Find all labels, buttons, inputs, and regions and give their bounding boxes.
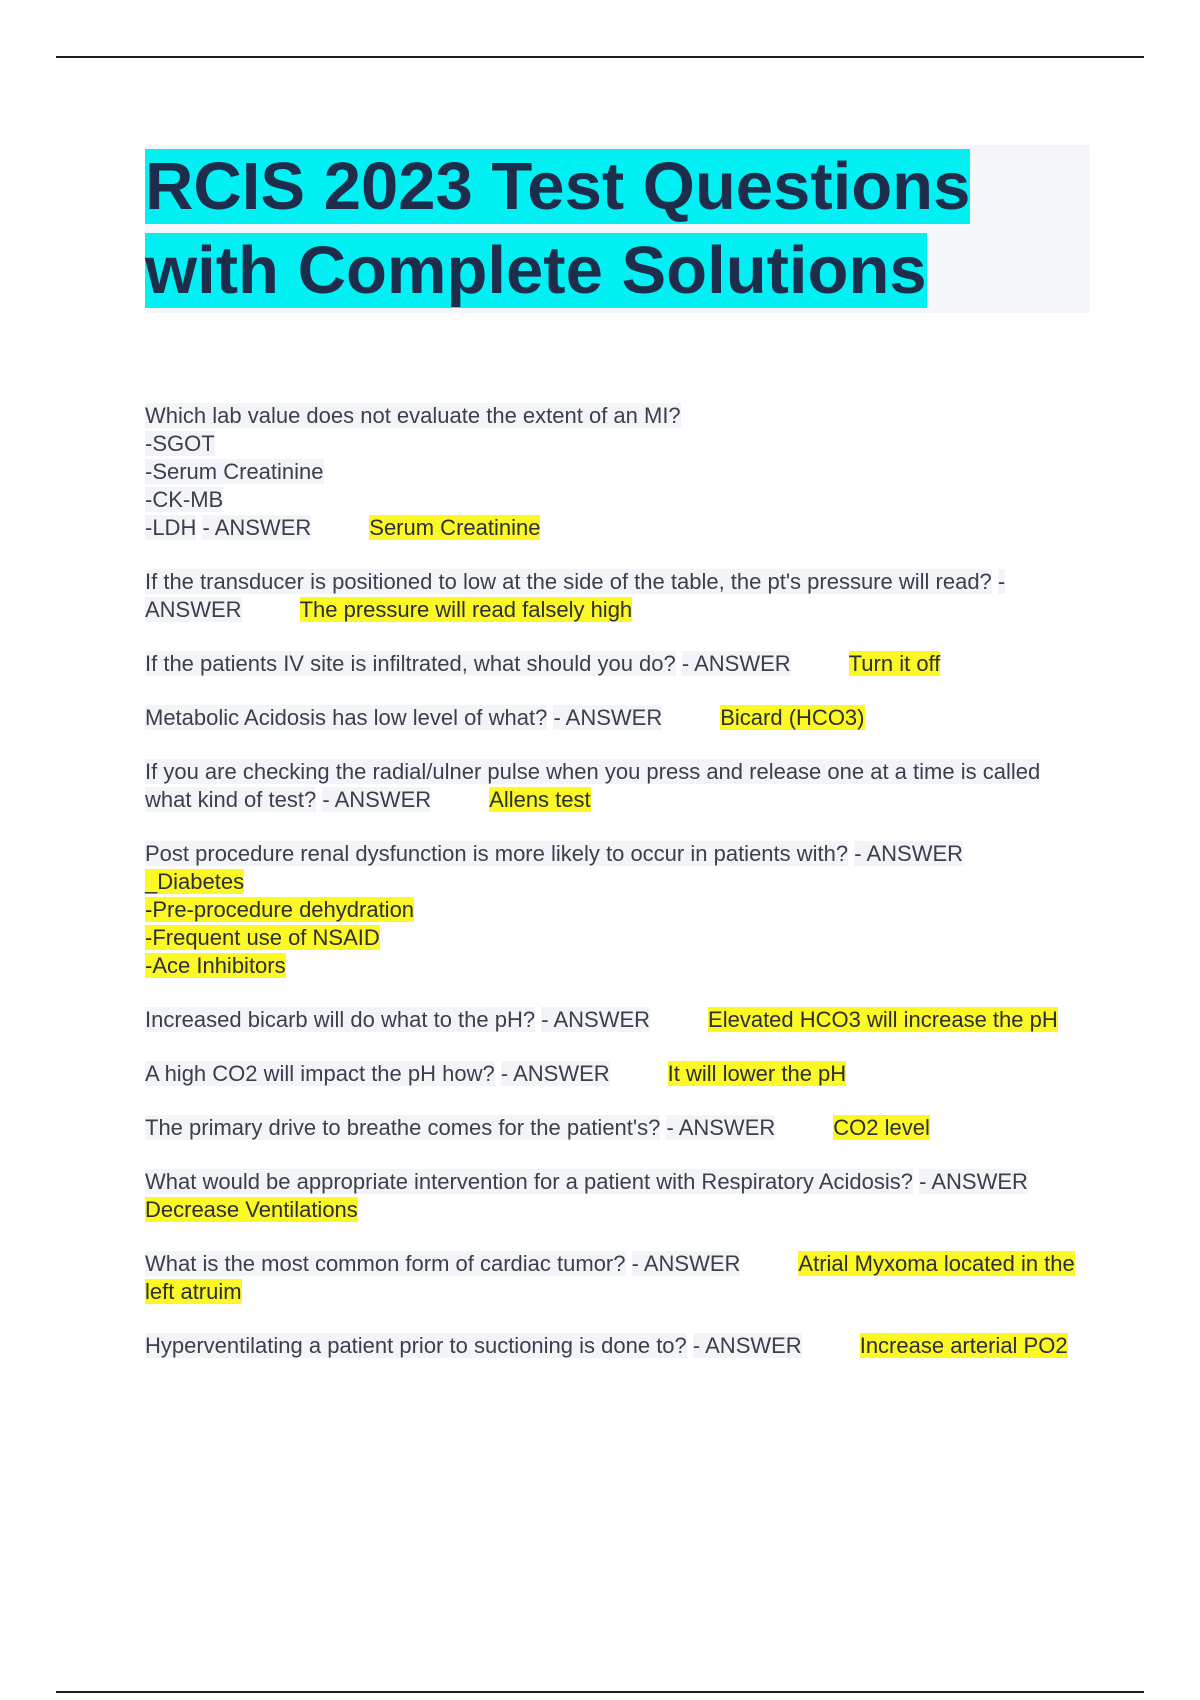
answer-label: - ANSWER [692, 1333, 802, 1358]
option: -Serum Creatinine [145, 459, 324, 484]
question-text: What would be appropriate intervention for a patient with Respiratory Acidosis? [145, 1169, 913, 1194]
question-text: A high CO2 will impact the pH how? [145, 1061, 495, 1086]
answer-text: The pressure will read falsely high [299, 597, 633, 622]
qa-list [145, 402, 1090, 1386]
answer-label: - ANSWER [500, 1061, 610, 1086]
title-line-1: RCIS 2023 Test Questions [145, 149, 971, 224]
qa-item [145, 1060, 1090, 1088]
answer-text: Serum Creatinine [369, 515, 541, 540]
answer-text: Increase arterial PO2 [859, 1333, 1068, 1358]
question-text: Metabolic Acidosis has low level of what? [145, 705, 548, 730]
qa-item [145, 1250, 1090, 1306]
answer-line: -Ace Inhibitors [145, 953, 286, 978]
answer-label: - ANSWER [854, 841, 964, 866]
answer-label: - ANSWER [202, 515, 312, 540]
answer-text: Decrease Ventilations [145, 1197, 358, 1222]
answer-label: - ANSWER [919, 1169, 1028, 1194]
answer-text: Elevated HCO3 will increase the pH [708, 1007, 1058, 1032]
question-text: If you are checking the radial/ulner pulse when you press and release one at a time is called what kind of test? [145, 759, 1041, 812]
answer-label: - ANSWER [681, 651, 791, 676]
answer-line: -Pre-procedure dehydration [145, 897, 415, 922]
option: -LDH [145, 515, 197, 540]
qa-item [145, 758, 1090, 814]
answer-text: Allens test [489, 787, 591, 812]
question-text: Increased bicarb will do what to the pH? [145, 1007, 536, 1032]
answer-label: - ANSWER [631, 1251, 741, 1276]
answer-text: It will lower the pH [667, 1061, 847, 1086]
qa-item [145, 704, 1090, 732]
answer-label: - ANSWER [322, 787, 432, 812]
answer-label: - ANSWER [553, 705, 663, 730]
title-line-2: with Complete Solutions [145, 233, 927, 308]
top-rule [56, 56, 1144, 58]
qa-item [145, 402, 1090, 542]
answer-text: Atrial Myxoma located in the left atruim [145, 1251, 1075, 1304]
qa-item [145, 840, 1090, 980]
question-text: What is the most common form of cardiac tumor? [145, 1251, 626, 1276]
qa-item [145, 1114, 1090, 1142]
qa-item [145, 1006, 1090, 1034]
question-text: If the patients IV site is infiltrated, what should you do? [145, 651, 676, 676]
title-block [145, 145, 1090, 313]
qa-item [145, 650, 1090, 678]
answer-label: - ANSWER [145, 569, 1006, 622]
option: -SGOT [145, 431, 215, 456]
question-text: If the transducer is positioned to low at the side of the table, the pt's pressure will read? [145, 569, 992, 594]
answer-line: -Frequent use of NSAID [145, 925, 380, 950]
answer-text: CO2 level [833, 1115, 930, 1140]
question-text: The primary drive to breathe comes for the patient's? [145, 1115, 661, 1140]
answer-text: Turn it off [848, 651, 941, 676]
question-text: Which lab value does not evaluate the extent of an MI? [145, 403, 681, 428]
qa-item [145, 1332, 1090, 1360]
question-text: Hyperventilating a patient prior to suctioning is done to? [145, 1333, 687, 1358]
document-title [145, 145, 1090, 313]
answer-label: - ANSWER [541, 1007, 651, 1032]
question-text: Post procedure renal dysfunction is more likely to occur in patients with? [145, 841, 849, 866]
qa-item [145, 1168, 1090, 1224]
answer-label: - ANSWER [666, 1115, 776, 1140]
answer-line: _Diabetes [145, 869, 245, 894]
qa-item [145, 568, 1090, 624]
answer-text: Bicard (HCO3) [720, 705, 865, 730]
option: -CK-MB [145, 487, 224, 512]
bottom-rule [56, 1691, 1144, 1693]
